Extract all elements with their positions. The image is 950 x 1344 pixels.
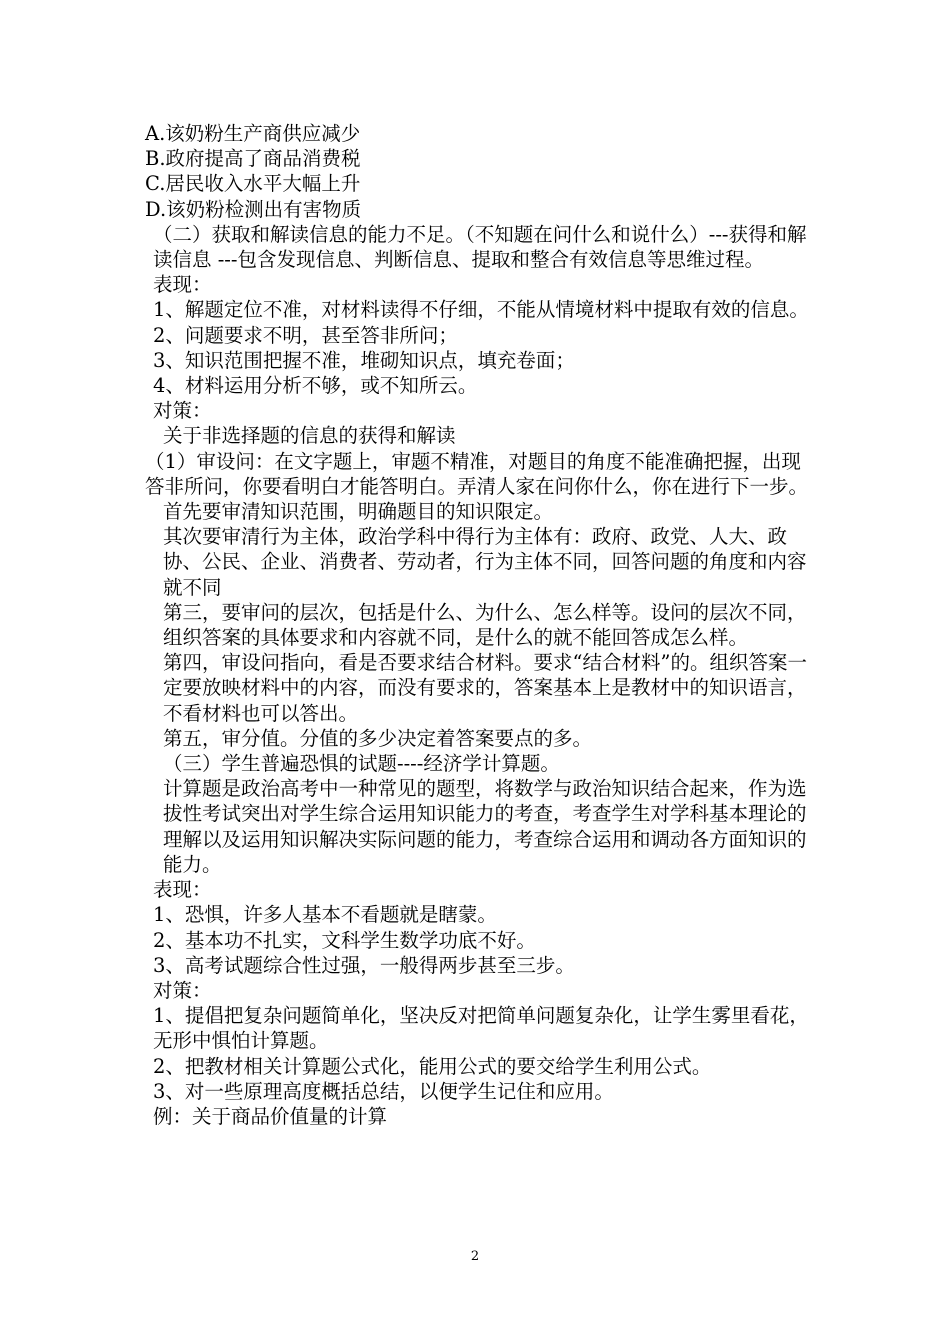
page-number: 2 (470, 1249, 480, 1264)
paragraph: A.该奶粉生产商供应减少 (145, 122, 361, 145)
paragraph: （三）学生普遍恐惧的试题----经济学计算题。 (163, 752, 560, 776)
paragraph: 4、材料运用分析不够，或不知所云。 (153, 374, 478, 398)
paragraph: 3、知识范围把握不准，堆砌知识点，填充卷面； (153, 348, 575, 372)
paragraph: 2、把教材相关计算题公式化，能用公式的要交给学生利用公式。 (153, 1054, 712, 1078)
paragraph: 2、问题要求不明，甚至答非所问； (153, 323, 458, 347)
paragraph: 1、恐惧，许多人基本不看题就是瞎蒙。 (153, 903, 497, 927)
paragraph: 1、解题定位不准，对材料读得不仔细，不能从情境材料中提取有效的信息。 (153, 298, 809, 322)
paragraph: 第三，要审问的层次，包括是什么、为什么、怎么样等。设问的层次不同，组织答案的具体要求和内容就不同，是什么的就不能回答成怎么样。 (163, 600, 807, 650)
paragraph: 3、对一些原理高度概括总结，以便学生记住和应用。 (153, 1079, 614, 1103)
paragraph: 表现： (153, 273, 212, 297)
paragraph: （1）审设问：在文字题上，审题不精准，对题目的角度不能准确把握，出现答非所问，你要看明白才能答明白。弄清人家在问你什么，你在进行下一步。 (145, 449, 809, 498)
document-body (145, 121, 820, 1129)
paragraph: 其次要审清行为主体，政治学科中得行为主体有：政府、政党、人大、政协、公民、企业、消费者、劳动者，行为主体不同，回答问题的角度和内容就不同 (163, 525, 807, 599)
paragraph: 对策： (153, 399, 212, 423)
paragraph: 3、高考试题综合性过强，一般得两步甚至三步。 (153, 953, 575, 977)
paragraph: 第四，审设问指向，看是否要求结合材料。要求“结合材料”的。组织答案一定要放映材料中的内容，而没有要求的，答案基本上是教材中的知识语言，不看材料也可以答出。 (163, 651, 807, 725)
paragraph: 1、提倡把复杂问题简单化，坚决反对把简单问题复杂化，让学生雾里看花，无形中惧怕计算题。 (153, 1004, 809, 1053)
paragraph: 例：关于商品价值量的计算 (153, 1104, 388, 1128)
paragraph: 首先要审清知识范围，明确题目的知识限定。 (163, 500, 554, 524)
paragraph: 对策： (153, 978, 212, 1002)
paragraph: 第五，审分值。分值的多少决定着答案要点的多。 (163, 726, 593, 750)
paragraph: 关于非选择题的信息的获得和解读 (163, 424, 456, 448)
paragraph: （二）获取和解读信息的能力不足。（不知题在问什么和说什么）---获得和解读信息 ---包含发现信息、判断信息、提取和整合有效信息等思维过程。 (153, 222, 807, 272)
paragraph: 计算题是政治高考中一种常见的题型，将数学与政治知识结合起来，作为选拔性考试突出对学生综合运用知识能力的考查，考查学生对学科基本理论的理解以及运用知识解决实际问题的能力，考查综合运用和调动各方面知识的能力。 (163, 777, 807, 876)
paragraph: 表现： (153, 878, 212, 902)
paragraph: C.居民收入水平大幅上升 (145, 172, 361, 196)
paragraph: 2、基本功不扎实，文科学生数学功底不好。 (153, 928, 536, 952)
paragraph: B.政府提高了商品消费税 (145, 147, 361, 171)
paragraph: D.该奶粉检测出有害物质 (145, 197, 362, 221)
